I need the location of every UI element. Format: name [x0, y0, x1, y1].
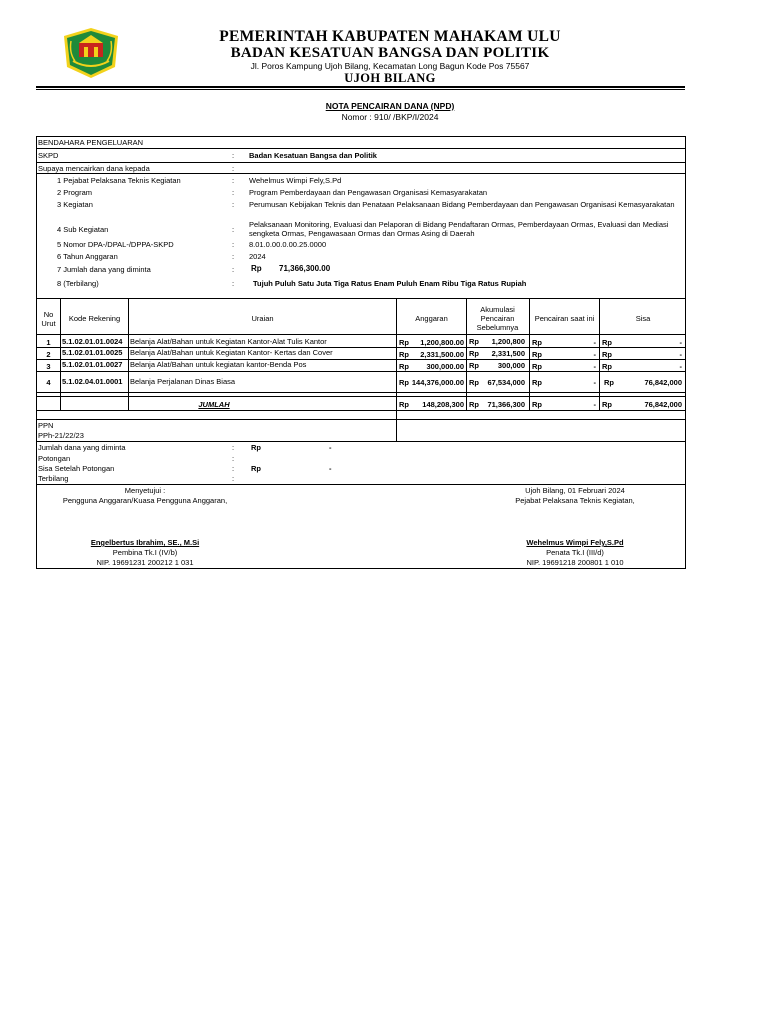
- cell-kode: 5.1.02.01.01.0025: [62, 348, 123, 357]
- colon: :: [232, 188, 235, 197]
- sig-left-rank: Pembina Tk.I (IV/b): [112, 548, 178, 557]
- cell-pencairan: -: [593, 350, 596, 359]
- th-pencairan: Pencairan saat ini: [534, 314, 595, 323]
- cell-akumulasi: 67,534,000: [487, 378, 525, 387]
- cell-rp: Rp: [602, 400, 612, 409]
- document-number: Nomor : 910/ /BKP/I/2024: [341, 112, 439, 122]
- sisa-potongan-label: Sisa Setelah Potongan: [38, 464, 115, 473]
- info-label-7: 7 Jumlah dana yang diminta: [57, 265, 151, 274]
- colon: :: [232, 200, 235, 209]
- skpd-label: SKPD: [38, 151, 59, 160]
- colon: :: [232, 164, 235, 173]
- kop-divider-thin: [36, 89, 685, 90]
- info-value-1: Wehelmus Wimpi Fely,S.Pd: [249, 176, 342, 185]
- th-kode: Kode Rekening: [68, 314, 121, 323]
- colon: :: [232, 443, 235, 452]
- info-value-7: 71,366,300.00: [279, 264, 331, 273]
- total-anggaran: 148,208,300: [422, 400, 464, 409]
- divider: [36, 173, 686, 174]
- cell-rp: Rp: [399, 350, 409, 359]
- cell-sisa: -: [679, 338, 682, 347]
- kop-line-2: BADAN KESATUAN BANGSA DAN POLITIK: [230, 45, 550, 61]
- sig-right-rank: Penata Tk.I (III/d): [546, 548, 604, 557]
- cell-kode: 5.1.02.04.01.0001: [62, 377, 123, 386]
- cell-uraian: Belanja Alat/Bahan untuk kegiatan kantor-Benda Pos: [130, 360, 307, 369]
- cell-rp: Rp: [399, 400, 409, 409]
- cell-anggaran: 144,376,000.00: [411, 378, 464, 387]
- colon: :: [232, 176, 235, 185]
- colon: :: [232, 474, 235, 483]
- total-label: JUMLAH: [198, 400, 230, 409]
- info-label-2: 2 Program: [57, 188, 93, 197]
- divider: [36, 371, 686, 372]
- info-value-8: Tujuh Puluh Satu Juta Tiga Ratus Enam Puluh Enam Ribu Tiga Ratus Rupiah: [253, 279, 527, 288]
- divider: [36, 410, 686, 411]
- th-sisa: Sisa: [635, 314, 651, 323]
- divider: [36, 396, 686, 397]
- cell-anggaran: 300,000.00: [426, 362, 464, 371]
- cell-akumulasi: 1,200,800: [491, 337, 525, 346]
- info-value-3: Perumusan Kebijakan Teknis dan Penataan Pelaksanaan Bidang Pemberdayaan dan Pengawasan Organisasi Kemasyarakatan: [249, 200, 675, 209]
- cell-sisa: -: [679, 362, 682, 371]
- info-value-2: Program Pemberdayaan dan Pengawasan Organisasi Kemasyarakatan: [249, 188, 488, 197]
- cell-rp: Rp: [532, 362, 542, 371]
- info-label-4: 4 Sub Kegiatan: [57, 225, 109, 234]
- th-no: No Urut: [41, 310, 56, 328]
- cell-uraian: Belanja Alat/Bahan untuk Kegiatan Kantor-Alat Tulis Kantor: [130, 337, 327, 346]
- colon: :: [232, 252, 235, 261]
- pph-label: PPh-21/22/23: [38, 431, 84, 440]
- cell-uraian: Belanja Perjalanan Dinas Biasa: [130, 377, 236, 386]
- divider: [36, 392, 686, 393]
- cell-kode: 5.1.02.01.01.0027: [62, 360, 123, 369]
- cell-rp: Rp: [469, 361, 479, 370]
- kop-place: UJOH BILANG: [344, 71, 436, 85]
- sisa-potongan-value: -: [329, 464, 332, 473]
- info-label-8: 8 (Terbilang): [57, 279, 99, 288]
- sig-left-caption2: Pengguna Anggaran/Kuasa Pengguna Anggaran,: [62, 496, 228, 505]
- terbilang-label: Terbilang: [38, 474, 69, 483]
- cell-rp: Rp: [532, 378, 542, 387]
- cell-pencairan: -: [593, 362, 596, 371]
- divider: [36, 441, 686, 442]
- cell-anggaran: 1,200,800.00: [420, 338, 464, 347]
- potongan-label: Potongan: [38, 454, 71, 463]
- colon: :: [232, 454, 235, 463]
- total-akumulasi: 71,366,300: [487, 400, 525, 409]
- cell-rp: Rp: [469, 337, 479, 346]
- colon: :: [232, 265, 235, 274]
- colon: :: [232, 464, 235, 473]
- sig-left-nip: NIP. 19691231 200212 1 031: [96, 558, 194, 567]
- cell-sisa: -: [679, 350, 682, 359]
- cell-rp: Rp: [399, 362, 409, 371]
- sig-left-name: Engelbertus Ibrahim, SE., M.Si: [90, 538, 200, 547]
- sig-right-nip: NIP. 19691218 200801 1 010: [526, 558, 624, 567]
- th-akumulasi: Akumulasi Pencairan Sebelumnya: [476, 305, 519, 332]
- cell-rp: Rp: [602, 362, 612, 371]
- info-value-4: Pelaksanaan Monitoring, Evaluasi dan Pelaporan di Bidang Pendaftaran Ormas, Pemberdayaan Ormas, Evaluasi dan Mediasi sengketa Ormas, Pengawasaan Ormas dan Ormas Asing di Daerah: [249, 220, 669, 238]
- sig-left-caption1: Menyetujui :: [124, 486, 166, 495]
- cell-rp: Rp: [532, 400, 542, 409]
- jumlah-diminta-value: -: [329, 443, 332, 452]
- colon: :: [232, 225, 235, 234]
- cell-rp: Rp: [469, 378, 479, 387]
- ppn-label: PPN: [38, 421, 54, 430]
- colon: :: [232, 240, 235, 249]
- divider: [36, 298, 686, 299]
- sig-right-caption1: Ujoh Bilang, 01 Februari 2024: [525, 486, 625, 495]
- th-anggaran: Anggaran: [415, 314, 448, 323]
- total-pencairan: -: [593, 400, 596, 409]
- kop-address: Jl. Poros Kampung Ujoh Bilang, Kecamatan Long Bagun Kode Pos 75567: [250, 61, 530, 71]
- cell-rp: Rp: [602, 338, 612, 347]
- sig-right-name: Wehelmus Wimpi Fely,S.Pd: [526, 538, 624, 547]
- cell-rp: Rp: [399, 378, 409, 387]
- cell-rp: Rp: [469, 400, 479, 409]
- divider: [36, 148, 686, 149]
- info-label-1: 1 Pejabat Pelaksana Teknis Kegiatan: [57, 176, 181, 185]
- kop-divider-thick: [36, 86, 685, 88]
- cell-rp: Rp: [602, 350, 612, 359]
- divider: [36, 419, 686, 420]
- info-value-6: 2024: [249, 252, 266, 261]
- cell-rp: Rp: [604, 378, 614, 387]
- cell-kode: 5.1.02.01.01.0024: [62, 337, 123, 346]
- divider: [36, 334, 686, 335]
- cell-pencairan: -: [593, 378, 596, 387]
- cell-no: 1: [46, 338, 51, 347]
- info-label-3: 3 Kegiatan: [57, 200, 93, 209]
- cell-rp: Rp: [469, 349, 479, 358]
- bendahara-label: BENDAHARA PENGELUARAN: [38, 138, 144, 147]
- skpd-value: Badan Kesatuan Bangsa dan Politik: [249, 151, 377, 160]
- cell-no: 2: [46, 350, 51, 359]
- jumlah-diminta-label: Jumlah dana yang diminta: [38, 443, 126, 452]
- cell-no: 3: [46, 362, 51, 371]
- colon: :: [232, 151, 235, 160]
- kop-line-1: PEMERINTAH KABUPATEN MAHAKAM ULU: [219, 28, 561, 45]
- document-title: NOTA PENCAIRAN DANA (NPD): [325, 101, 455, 111]
- regency-emblem-icon: [61, 27, 121, 79]
- info-value-5: 8.01.0.00.0.00.25.0000: [249, 240, 327, 249]
- info-label-6: 6 Tahun Anggaran: [57, 252, 118, 261]
- cell-akumulasi: 300,000: [497, 361, 525, 370]
- cell-akumulasi: 2,331,500: [491, 349, 525, 358]
- cell-uraian: Belanja Alat/Bahan untuk Kegiatan Kantor- Kertas dan Cover: [130, 348, 333, 357]
- cell-anggaran: 2,331,500.00: [420, 350, 464, 359]
- info-value-7-rp: Rp: [251, 264, 262, 273]
- cell-rp: Rp: [532, 338, 542, 347]
- total-sisa: 76,842,000: [644, 400, 682, 409]
- cell-no: 4: [46, 378, 51, 387]
- cell-rp: Rp: [399, 338, 409, 347]
- cell-pencairan: -: [593, 338, 596, 347]
- divider: [36, 162, 686, 163]
- jumlah-diminta-rp: Rp: [251, 443, 261, 452]
- cell-rp: Rp: [532, 350, 542, 359]
- divider: [36, 484, 686, 485]
- info-label-5: 5 Nomor DPA-/DPAL-/DPPA-SKPD: [57, 240, 174, 249]
- cell-sisa: 76,842,000: [644, 378, 682, 387]
- sisa-potongan-rp: Rp: [251, 464, 261, 473]
- sig-right-caption2: Pejabat Pelaksana Teknis Kegiatan,: [515, 496, 635, 505]
- supaya-label: Supaya mencairkan dana kepada: [38, 164, 150, 173]
- colon: :: [232, 279, 235, 288]
- th-uraian: Uraian: [251, 314, 274, 323]
